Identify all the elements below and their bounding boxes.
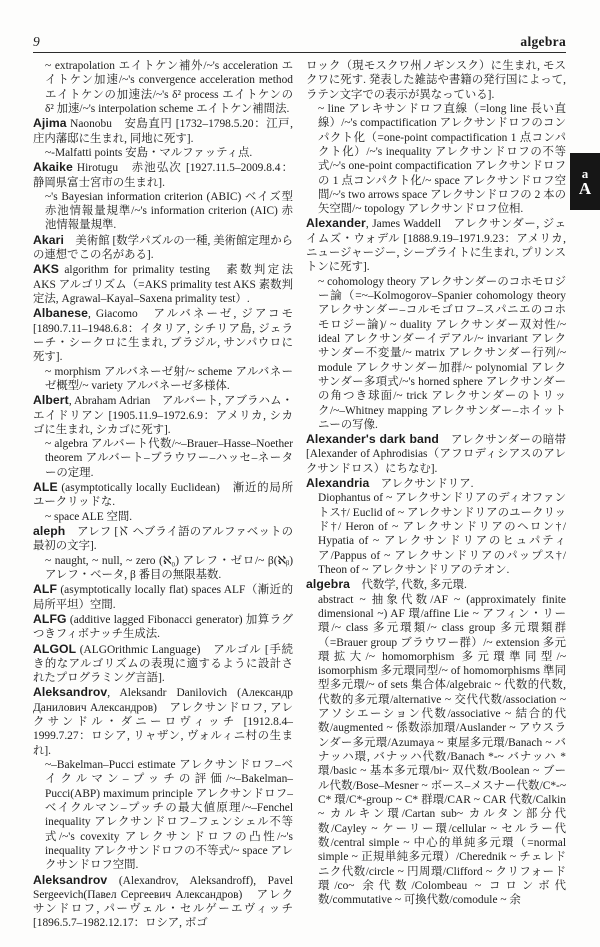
page-header	[33, 34, 566, 50]
entry-text: algorithm for primality testing 素数判定法 AKS アルゴリズム（=AKS primality test AKS 素数判定法, Agrawal–Kayal–Saxena primality test）.	[33, 264, 293, 305]
entry-text: ~ cohomology theory アレクサンダーのコホモロジー論（=~–Kolmogorov–Spanier cohomology theory アレクサンダー–コルモゴロフ–スパニエのコホモロジー論)/ ~ duality アレクサンダー双対性/~ ideal アレクサンダーイデアル/~ invariant アレクサンダー不変量/~ matrix アレクサンダー行列/~ module アレクサンダー加群/~ polynomial アレクサンダー多項式/~'s horned sphere アレクサンダーの角つき球面/~ trick アレクサンダーのトリック/~–Whitney mapping アレクサンダー–ホイットニーの写像.	[318, 275, 566, 431]
entry-text: , Aleksandr Danilovich (Александр Данилович Александров) アレクサンドロフ, アレクサンドル・ダニーロヴィッチ [1912.8.4–1999.7.27：ロシア, リャザン, ヴォルィニ村の生まれ].	[33, 687, 293, 757]
headword: ALE	[33, 480, 58, 495]
dictionary-paragraph	[45, 437, 293, 480]
entry-text: ~ morphism アルバネーゼ射/~ scheme アルバネーゼ概型/~ variety アルバネーゼ多様体.	[45, 365, 293, 392]
text-columns	[33, 59, 566, 947]
dictionary-paragraph	[33, 685, 293, 758]
headword: Aleksandrov	[33, 872, 108, 887]
entry-text: ~ line アレキサンドロフ直線（=long line 長い直線）/~'s compactification アレクサンドロフのコンパクト化（=one-point compactification 1 点コンパクト化）/~'s inequality アレクサンドロフの不等式/~'s one-point compactification アレクサンドロフの 1 点コンパクト化/~ space アレクサンドロフ空間/~'s two arrows space アレクサンドロフの 2 本の矢空間/~ topology アレクサンドロフ位相.	[318, 102, 566, 216]
dictionary-paragraph	[45, 146, 293, 160]
dictionary-paragraph	[306, 476, 566, 491]
dictionary-paragraph	[45, 554, 293, 583]
entry-text: Diophantus of ~ アレクサンドリアのディオファントス†/ Euclid of ~ アレクサンドリアのユークリッド†/ Heron of ~ アレクサンドリアのヘロン†/ Hypatia of ~ アレクサンドリアのヒュパティア/Pappus of ~ アレクサンドリアのパップス†/ Theon of ~ アレクサンドリアのテオン.	[318, 492, 566, 576]
dictionary-paragraph	[318, 491, 566, 577]
entry-text: ~ space ALE 空間.	[45, 510, 133, 523]
entry-text: abstract ~ 抽象代数/AF ~ (approximately finite dimensional ~) AF 環/affine Lie ~ アフィン・リー環/~ class 多元環類/~ class group 多元環類群（=Brauer group ブラウワー群）/~ extension 多元環拡大/~ homomorphism 多元環準同型/~ isomorphism 多元環同型/~ of homomorphisms 準同型多元環/~ of sets 集合体/algebraic ~ 代数的代数, 代数的多元環/alternative ~ 交代代数/association ~ アソシエーション代数/associative ~ 結合的代数/augmented ~ 係数添加環/Auslander ~ アウスランダー多元環/Azumaya ~ 東屋多元環/Banach ~ バナッハ環, バナッハ代数/Banach *-~ バナッハ * 環/basic ~ 基本多元環/bi~ 双代数/Boolean ~ ブール代数/Bose–Mesner ~ ボース–メスナー代数/C*-~ C* 環/C*-group ~ C* 群環/CAR ~ CAR 代数/Calkin ~ カルキン環/Cartan sub~ カルタン部分代数/Cayley ~ ケーリー環/cellular ~ セルラー代数/central simple ~ 中心的単純多元環（=normal simple ~ 正規単純多元環）/Cherednik ~ チェレドニク代数/circle ~ 円周環/Clifford ~ クリフォード環/co~ 余代数/Colombeau ~ コロンボ代数/commutative ~ 可換代数/comodule ~ 余	[318, 593, 566, 907]
entry-text: Naonobu 安島直円 [1732–1798.5.20：江戸, 庄内藩邸に生まれ, 同地に死す].	[33, 118, 293, 145]
dictionary-paragraph	[33, 116, 293, 146]
page-number: 9	[33, 34, 40, 49]
headword: ALGOL	[33, 641, 77, 656]
entry-text: ロック（現モスクワ州ノギンスク）に生まれ, モスクワに死す. 発表した雑誌や書籍の発行国によって, ラテン文字での表示が異なっている].	[306, 60, 566, 101]
column-left	[33, 59, 293, 947]
entry-text: , Abraham Adrian アルバート, アブラハム・エイドリアン [1905.11.9–1972.6.9：アメリカ, シカゴに生まれ, シカゴに死す].	[33, 395, 293, 436]
entry-text: ~ extrapolation エイトケン補外/~'s acceleration エイトケン加速/~'s convergence acceleration method エイトケンの加速法/~'s δ² process エイトケンの δ² 加速/~'s interpolation scheme エイトケン補間法.	[45, 60, 293, 115]
dictionary-paragraph	[33, 582, 293, 612]
headword: Ajima	[33, 116, 67, 131]
dictionary-paragraph	[318, 275, 566, 432]
thumb-tab-uppercase-letter: A	[578, 178, 592, 198]
dictionary-paragraph	[318, 102, 566, 217]
dictionary-paragraph	[306, 432, 566, 476]
dictionary-paragraph	[33, 233, 293, 263]
dictionary-paragraph	[306, 216, 566, 274]
entry-text: ~–Bakelman–Pucci estimate アレクサンドロフ–ベイクルマン–プッチの評価/~–Bakelman–Pucci(ABP) maximum principle アレクサンドロフ–ベイクルマン–プッチの最大値原理/~–Fenchel inequality アレクサンドロフ–フェンシェル不等式/~'s covexity アレクサンドロフの凸性/~'s inequality アレクサンドロフの不等式/~ space アレクサンドロフ空間.	[45, 759, 293, 872]
entry-text: ~-Malfatti points 安島・マルファッティ点.	[45, 146, 253, 159]
dictionary-paragraph	[45, 365, 293, 394]
entry-text: アレクサンドリア.	[369, 478, 474, 491]
column-right	[306, 59, 566, 947]
entry-text: (additive lagged Fibonacci generator) 加算ラグつきフィボナッチ生成法.	[33, 613, 293, 641]
headword: algebra	[306, 577, 351, 592]
dictionary-paragraph	[306, 577, 566, 592]
running-head: algebra	[520, 34, 566, 49]
headword: Alexandria	[306, 476, 370, 491]
dictionary-paragraph	[33, 612, 293, 642]
dictionary-paragraph	[45, 59, 293, 116]
dictionary-paragraph	[33, 873, 293, 931]
dictionary-paragraph	[33, 642, 293, 686]
headword: ALFG	[33, 611, 67, 626]
entry-text: (ALGOrithmic Language) アルゴル [手続き的なアルゴリズムの表現に適するように設計されたプログラミング言語].	[33, 643, 293, 685]
entry-text: (asymptotically locally Euclidean) 漸近的局所ユークリッドな.	[33, 482, 293, 509]
dictionary-paragraph	[318, 593, 566, 908]
headword: Alexander	[306, 216, 366, 231]
dictionary-paragraph	[33, 393, 293, 437]
entry-text: アレクサンダーの暗帯 [Alexander of Aphrodisias（アフロディシアスのアレクサンドロス）にちなむ].	[306, 434, 566, 475]
headword: Akaike	[33, 160, 73, 175]
headword: Albanese	[33, 306, 88, 321]
dictionary-paragraph	[33, 524, 293, 554]
dictionary-paragraph	[33, 480, 293, 510]
dictionary-paragraph	[45, 758, 293, 873]
entry-text: (asymptotically locally flat) spaces ALF（漸近的局所平坦）空間.	[33, 584, 293, 611]
entry-text: アレフ [ℵ ヘブライ語のアルファベットの最初の文字].	[33, 526, 293, 553]
dictionary-paragraph	[33, 160, 293, 190]
entry-text: 美術館 [数学パズルの一種, 美術館定理からの連想でこの名がある].	[33, 234, 293, 262]
entry-text: , Giacomo アルバネーゼ, ジアコモ [1890.7.11–1948.6.8：イタリア, シチリア島, ジェラーチ・シークロに生まれ, ブラジル, サンパウロに死す].	[33, 308, 293, 364]
dictionary-paragraph	[45, 190, 293, 233]
entry-text: ~ naught, ~ null, ~ zero (ℵ₀) アレフ・ゼロ/~ β(ℵᵦ) アレフ・ベータ, β 番目の無限基数.	[45, 554, 293, 581]
headword: Aleksandrov	[33, 685, 108, 700]
thumb-index-tab	[570, 153, 600, 210]
dictionary-paragraph	[33, 306, 293, 364]
headword: Alexander's dark band	[306, 432, 439, 447]
dictionary-paragraph	[45, 510, 293, 524]
thumb-tab-lowercase-letter: a	[581, 165, 589, 181]
headword: Albert	[33, 393, 69, 408]
entry-text: Hirotugu 赤池弘次 [1927.11.5–2009.8.4：静岡県富士宮市の生まれ].	[33, 162, 293, 189]
entry-text: (Alexandrov, Aleksandroff), Pavel Sergeevich(Павел Сергеевич Александров) アレクサンドロフ, パーヴェル・セルゲーエヴィッチ [1896.5.7–1982.12.17：ロシア, ボゴ	[33, 874, 293, 930]
headword: Akari	[33, 232, 64, 247]
headword: ALF	[33, 582, 57, 597]
headword: AKS	[33, 262, 60, 277]
entry-text: 代数学, 代数, 多元環.	[350, 579, 467, 592]
header-rule	[33, 52, 566, 53]
entry-text: ~'s Bayesian information criterion (ABIC) ベイズ型赤池情報量規準/~'s information criterion (AIC) 赤池情報量規準.	[45, 190, 293, 232]
entry-text: , James Waddell アレクサンダー, ジェイムズ・ウォデル [1888.9.19–1971.9.23：アメリカ, ニュージャージー, シーブライトに生まれ, プリンストンに死す].	[306, 218, 566, 274]
entry-text: ~ algebra アルバート代数/~–Brauer–Hasse–Noether theorem アルバート–ブラウワー–ハッセ–ネーターの定理.	[45, 438, 293, 479]
dictionary-paragraph	[306, 59, 566, 102]
headword: aleph	[33, 524, 66, 538]
dictionary-paragraph	[33, 262, 293, 306]
